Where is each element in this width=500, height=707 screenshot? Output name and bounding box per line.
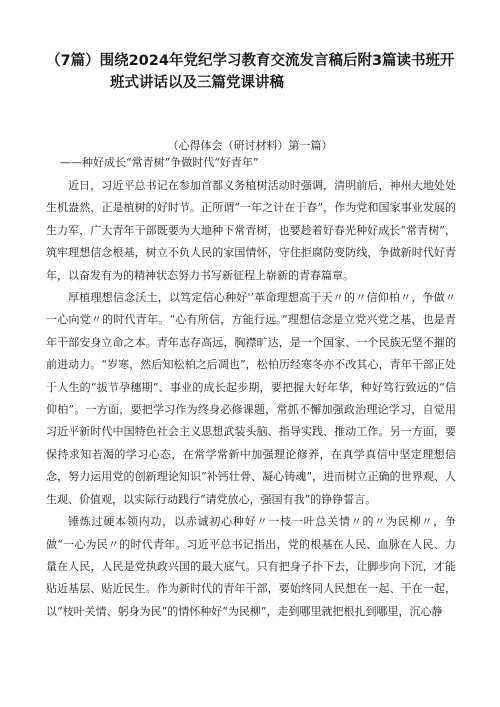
document-body <box>46 175 456 623</box>
paragraph-1: 近日，习近平总书记在参加首都义务植树活动时强调，清明前后，神州大地处处生机盎然，正是植树的好时节。正所谓“一年之计在于春”，作为党和国家事业发展的生力军，广大青年干部既要为大地种下常青树，也要趁着好春光种好成长“常青树”，筑牢理想信念根基，树立不负人民的家国情怀，守住拒腐防变防线，争做新时代好青年，以奋发有为的精神状态努力书写新征程上崭新的青春篇章。 <box>46 179 456 282</box>
paragraph-3: 锤炼过硬本领内功，以赤诚初心种好〃一枝一叶总关情〃的〃为民柳〃，争做“一心为民〃的时代青年。习近平总书记指出，党的根基在人民、血脉在人民、力量在人民，人民是党执政兴国的最大底气。只有把身子扑下去，让脚步向下沉，才能贴近基层、贴近民生。作为新时代的青年干部，要始终同人民想在一起、干在一起，以“枝叶关情、躬身为民”的情怀种好“为民柳”，走到哪里就把根扎到哪里，沉心静 <box>46 515 456 618</box>
paragraph-2: 厚植理想信念沃土，以笃定信心种好'’革命理想高于天〃的〃信仰柏〃，争做〃一心向党〃的时代青年。“心有所信，方能行远。”理想信念是立党兴党之基，也是青年干部安身立命之本。青年志存高远，胸襟旷达，是一个国家、一个民族无坚不摧的前进动力。“岁寒，然后知松柏之后凋也”，松柏历经寒冬亦不改其心，青年干部正处于人生的“拔节孕穗期”、事业的成长起步期，要把握大好年华，种好笃行致远的“信仰柏”。一方面，要把学习作为终身必修课题，常抓不懈加强政治理论学习，自觉用习近平新时代中国特色社会主义思想武装头脑、指导实践、推动工作。另一方面，要保持求知若渴的学习心态，在常学常新中加强理论修养，在真学真信中坚定理想信念，努力运用党的创新理论知识“补钙壮骨、凝心铸魂”，进而树立正确的世界观、人生观、价值观，以实际行动践行“请党放心，强国有我”的铮铮誓言。 <box>46 291 456 506</box>
section-tagline: ——种好成长“常青树”争做时代“好青年” <box>60 156 259 169</box>
title-line-1: （7篇）围绕2024年党纪学习教育交流发言稿后附3篇读书班开 <box>46 53 455 69</box>
title-line-2: 班式讲话以及三篇党课讲稿 <box>110 75 284 91</box>
document-title <box>46 50 466 94</box>
section-subtitle: （心得体会（研讨材料）第一篇） <box>167 139 333 152</box>
